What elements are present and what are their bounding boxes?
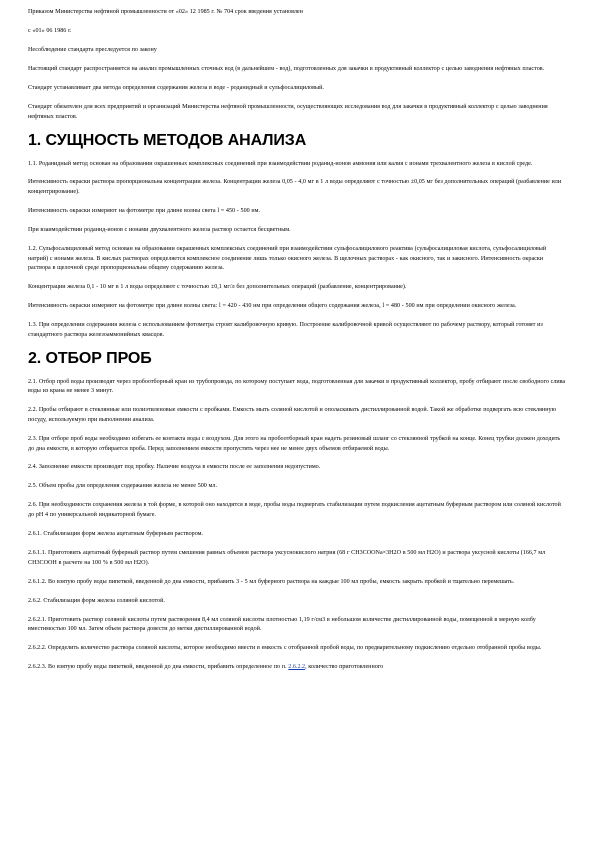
paragraph-2-6-2-3 <box>28 663 567 673</box>
section-2-heading: 2. ОТБОР ПРОБ <box>28 349 152 367</box>
paragraph-2-6-1: 2.6.1. Стабилизация форм железа ацетатным буферным раствором. <box>28 531 204 538</box>
paragraph-2-4: 2.4. Заполнение емкости производят под пробку. Наличие воздуха в емкости после ее заполнения недопустимо. <box>28 464 321 471</box>
paragraph-2-2: 2.2. Пробы отбирают в стеклянные или полиэтиленовые емкости с пробками. Емкость мыть соляной кислотой и ополаскивать дистиллированной водой. Такой же обработке подвергать всю стеклянную посуду, используемую при выполнении анализа. <box>28 407 557 423</box>
paragraph-2-6-2-3-tail: , количество приготовленного <box>305 664 384 671</box>
paragraph-1-1-wavelength: Интенсивность окраски измеряют на фотометре при длине волны света l = 450 - 500 нм. <box>28 208 261 215</box>
paragraph-1-3: 1.3. При определении содержания железа с использованием фотометра строят калибровочную кривую. Построение калибровочной кривой осуществляют по рабочему раствору, который готовят из стандартного раствора железоаммонийных квасцов. <box>28 322 543 338</box>
paragraph-2-6-2: 2.6.2. Стабилизация форм железа соляной кислотой. <box>28 597 165 604</box>
paragraph-2-3: 2.3. При отборе проб воды необходимо избегать ее контакта воды с воздухом. Для этого на пробоотборный кран надеть резиновый шланг со стеклянной трубкой на конце. Конец трубки должен доходить до дна емкости, в которую отбирается проба. Перед заполнением емкости пропустить через нее не менее двух объемов отбираемой воды. <box>28 435 561 452</box>
paragraph-1-1-concentration: Интенсивность окраски раствора пропорциональна концентрации железа. Концентрации железа 0,05 - 4,0 мг в 1 л воды определяют с точностью ±0,05 мг без дополнительных операций (разбавление или концентрирование). <box>28 179 562 196</box>
effective-date: с «01» 06 1986 г. <box>28 27 72 34</box>
paragraph-2-6-2-1: 2.6.2.1. Приготовить раствор соляной кислоты путем растворения 8,4 мл соляной кислоты плотностью 1,19 г/см3 в небольшом количестве дистиллированной воды, помещенной в мерную колбу вместимостью 100 мл. Затем объем раствора довести до метки дистиллированной водой. <box>28 616 536 633</box>
clause-2-6-2-2-link[interactable]: 2.6.2.2 <box>288 664 306 671</box>
paragraph-1-1: 1.1. Роданидный метод основан на образовании окрашенных комплексных соединений при взаимодействии роданид-ионов аммония или калия с ионами трехвалентного железа в кислой среде. <box>28 160 533 167</box>
paragraph-2-1: 2.1. Отбор проб воды производят через пробоотборный кран из трубопровода, по которому поступает вода, подготовленная для закачки в продуктивный коллектор, пробу отбирают после свободного слива воды из крана не менее 3 минут. <box>28 378 566 395</box>
order-line: Приказом Министерства нефтяной промышленности от «02» 12 1985 г. № 704 срок введения установлен <box>28 9 303 15</box>
paragraph-2-6: 2.6. При необходимости сохранения железа в той форме, в которой оно находится в воде, пробы воды подвергать стабилизации путем подкисления ацетатным буферным раствором или соляной кислотой до рН 4 по универсальной индикаторной бумаге. <box>28 502 561 519</box>
scope-paragraph: Настоящий стандарт распространяется на анализ промышленных сточных вод (в дальнейшем - вод), подготовленных для закачки в продуктивный коллектор с целью заводнения нефтяных пластов. <box>28 65 545 72</box>
paragraph-2-6-1-1: 2.6.1.1. Приготовить ацетатный буферный раствор путем смешения равных объемов раствора уксуснокислого натрия (68 г CH3COONa×3H2O в 500 мл H2O) и раствора уксусной кислоты (166,7 мл CH3COOH в расчете на 100 % в 500 мл H2O). <box>28 550 546 566</box>
paragraph-1-2-wavelength: Интенсивность окраски измеряют на фотометре при длине волны света: l = 420 - 430 нм при определении общего содержания железа, l = 480 - 500 нм при определении окисного железа. <box>28 303 517 310</box>
paragraph-1-2: 1.2. Сульфосалициловый метод основан на образовании окрашенных комплексных соединений при взаимодействии сульфосалицилового реактива (сульфосалициловая кислота, сульфосалициловый натрий) с ионами железа. В кислых растворах определяется комплексное соединение лишь только окисного железа. В щелочных растворах - как окисного, так и закисного. Интенсивность окраски раствора в щелочной среде пропорциональна общему содержанию железа. <box>28 246 547 272</box>
paragraph-2-6-1-2: 2.6.1.2. Во взятую пробу воды пипеткой, введенной до дна емкости, прибавить 3 - 5 мл буферного раствора на каждые 100 мл пробы, емкость закрыть пробкой и тщательно перемешать. <box>28 578 515 585</box>
methods-paragraph: Стандарт устанавливает два метода определения содержания железа в воде - роданидный и сульфосалициловый. <box>28 84 324 91</box>
paragraph-2-6-2-3-text: 2.6.2.3. Во взятую пробу воды пипеткой, введенной до дна емкости, прибавить определенное по п. <box>28 664 287 671</box>
paragraph-1-2-concentration: Концентрации железа 0,1 - 10 мг в 1 л воды определяют с точностью ±0,1 мг/л без дополнительных операций (разбавление, концентрирование). <box>28 284 407 291</box>
paragraph-2-6-2-2: 2.6.2.2. Определить количество раствора соляной кислоты, которое необходимо ввести в емкость с отобранной пробой воды, по предварительному подкислению отдельно отобранной пробы воды. <box>28 645 542 652</box>
paragraph-2-5: 2.5. Объем пробы для определения содержания железа не менее 500 мл. <box>28 483 217 490</box>
paragraph-1-1-ferrous: При взаимодействии роданид-ионов с ионами двухвалентного железа раствор остается бесцветным. <box>28 227 291 234</box>
mandatory-paragraph: Стандарт обязателен для всех предприятий и организаций Министерства нефтяной промышленности, осуществляющих исследования вод для закачки в продуктивный коллектор с целью заводнения нефтяных пластов. <box>28 103 548 120</box>
compliance-note: Несоблюдение стандарта преследуется по закону <box>28 46 157 53</box>
section-1-heading: 1. СУЩНОСТЬ МЕТОДОВ АНАЛИЗА <box>28 131 307 149</box>
